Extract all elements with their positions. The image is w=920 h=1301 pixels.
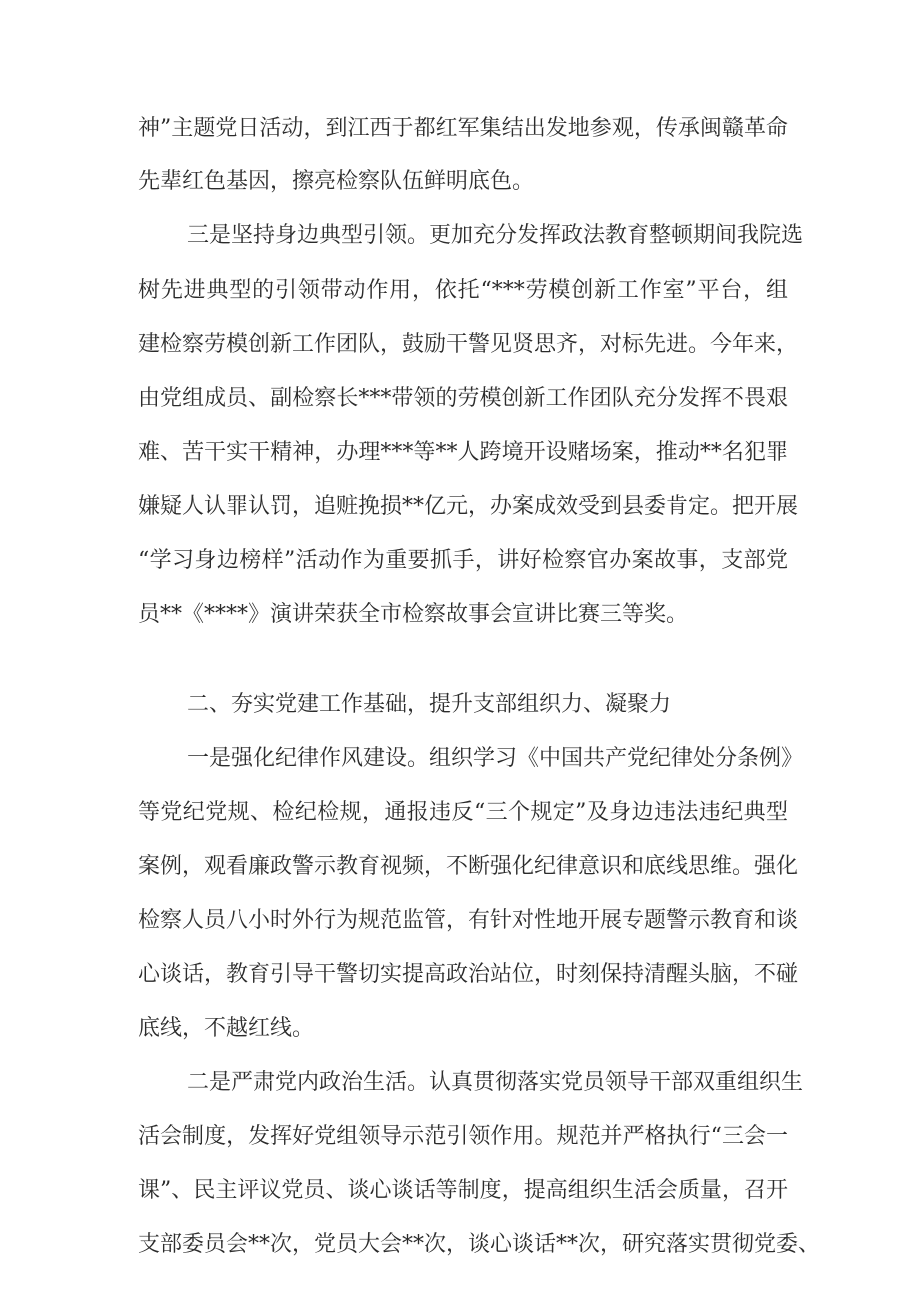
paragraph-line: 先辈红色基因，擦亮检察队伍鲜明底色。	[138, 169, 535, 194]
paragraph-line: 员**《****》演讲荣获全市检察故事会宣讲比赛三等奖。	[138, 602, 689, 627]
paragraph-line: 二是严肃党内政治生活。认真贯彻落实党员领导干部双重组织生	[187, 1070, 804, 1095]
paragraph-line: 一是强化纪律作风建设。组织学习《中国共产党纪律处分条例》	[187, 746, 804, 771]
paragraph-line: 神”主题党日活动，到江西于都红军集结出发地参观，传承闽赣革命	[138, 116, 788, 141]
paragraph-line: 由党组成员、副检察长***带领的劳模创新工作团队充分发挥不畏艰	[138, 386, 788, 411]
paragraph-line: 底线，不越红线。	[138, 1016, 315, 1041]
paragraph-line: 课”、民主评议党员、谈心谈话等制度，提高组织生活会质量，召开	[138, 1178, 788, 1203]
paragraph-line: 支部委员会**次，党员大会**次，谈心谈话**次，研究落实贯彻党委、	[138, 1232, 821, 1257]
paragraph-line: 嫌疑人认罪认罚，追赃挽损**亿元，办案成效受到县委肯定。把开展	[138, 494, 799, 519]
paragraph-line: 树先进典型的引领带动作用，依托“***劳模创新工作室”平台，组	[138, 278, 788, 303]
paragraph-line: 案例，观看廉政警示教育视频，不断强化纪律意识和底线思维。强化	[138, 854, 799, 879]
paragraph-line: 心谈话，教育引导干警切实提高政治站位，时刻保持清醒头脑，不碰	[138, 962, 799, 987]
paragraph-line: 建检察劳模创新工作团队，鼓励干警见贤思齐，对标先进。今年来，	[138, 332, 799, 357]
paragraph-line: 三是坚持身边典型引领。更加充分发挥政法教育整顿期间我院选	[187, 223, 804, 248]
paragraph-line: 等党纪党规、检纪检规，通报违反“三个规定”及身边违法违纪典型	[138, 800, 788, 825]
paragraph-line: “学习身边榜样”活动作为重要抓手，讲好检察官办案故事，支部党	[138, 548, 788, 573]
paragraph-line: 活会制度，发挥好党组领导示范引领作用。规范并严格执行“三会一	[138, 1124, 788, 1149]
section-heading: 二、夯实党建工作基础，提升支部组织力、凝聚力	[187, 692, 672, 717]
paragraph-line: 检察人员八小时外行为规范监管，有针对性地开展专题警示教育和谈	[138, 908, 799, 933]
paragraph-line: 难、苦干实干精神，办理***等**人跨境开设赌场案，推动**名犯罪	[138, 440, 788, 465]
